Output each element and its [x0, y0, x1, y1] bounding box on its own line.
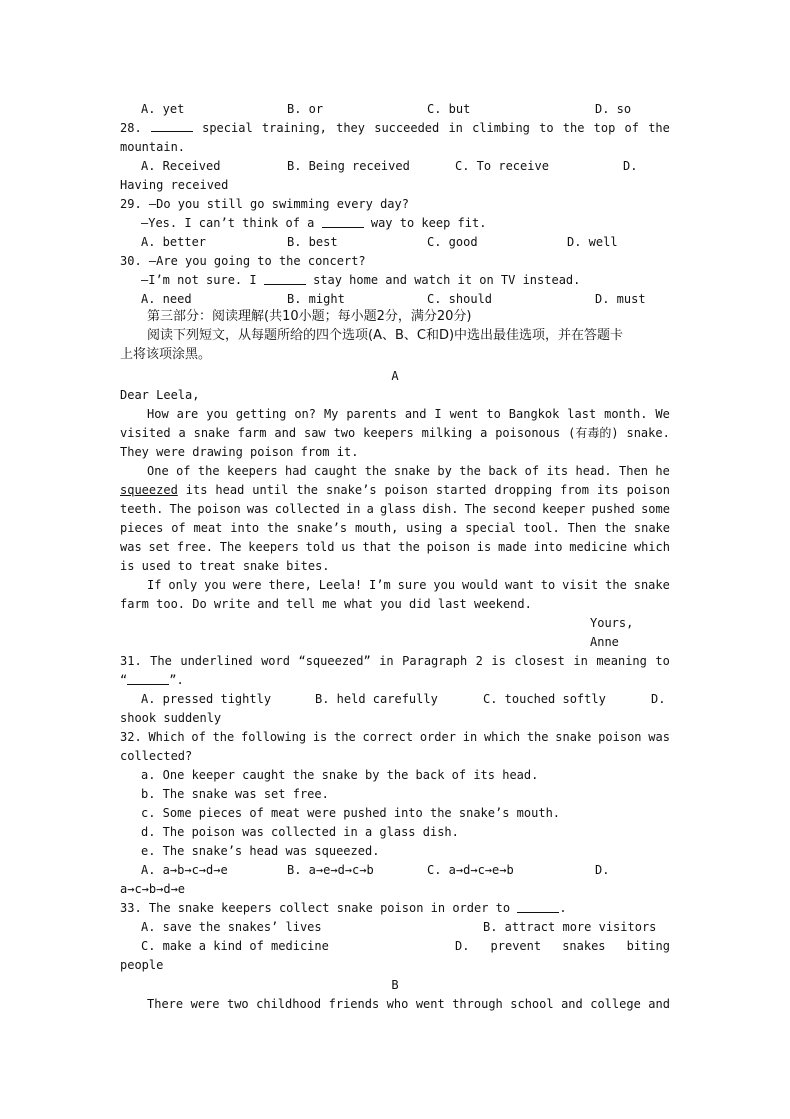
- q29-text-after: way to keep fit.: [370, 216, 487, 230]
- word: keepers: [227, 464, 278, 478]
- word: The: [219, 540, 242, 554]
- passage-a-p1-line-2: [120, 424, 670, 443]
- q31-option-c: C. touched softly: [483, 692, 606, 706]
- word: to: [655, 654, 670, 668]
- word: snake: [393, 464, 430, 478]
- word: was: [648, 730, 670, 744]
- q33-option-d: [455, 937, 670, 956]
- word: a: [366, 502, 374, 516]
- q32-option-b: B. a→e→d→c→b: [287, 863, 374, 877]
- word: poison: [598, 730, 642, 744]
- passage-a-p2-line-4: [120, 519, 670, 538]
- word: “squeezed”: [298, 654, 371, 668]
- q31-line-2: [120, 671, 670, 690]
- word: My: [323, 407, 339, 421]
- q28-w1: special: [202, 121, 253, 135]
- q28-number: 28.: [120, 121, 142, 135]
- q27-option-b: B. or: [287, 102, 324, 116]
- q28-option-a: A. Received: [141, 159, 221, 173]
- q33-option-a: A. save the snakes’ lives: [141, 920, 322, 934]
- word: the: [398, 540, 420, 554]
- word: keeper: [542, 502, 586, 516]
- word: and: [561, 997, 583, 1011]
- word: getting: [235, 407, 287, 421]
- word: told: [305, 540, 335, 554]
- word: snake: [633, 521, 670, 535]
- word: set: [148, 540, 171, 554]
- passage-a-label: A: [391, 369, 399, 383]
- word: poison: [626, 483, 670, 497]
- q28-line-2: mountain.: [120, 140, 186, 154]
- word: closest: [514, 654, 565, 668]
- q30-option-a: A. need: [141, 292, 192, 306]
- word: the: [212, 730, 235, 744]
- q28-w3: they: [336, 121, 366, 135]
- word: from: [560, 483, 589, 497]
- word: (有毒的): [568, 426, 619, 440]
- word: two: [226, 997, 249, 1011]
- word: The: [169, 502, 192, 516]
- word: a: [480, 426, 488, 440]
- q28-w2: training,: [261, 121, 327, 135]
- q33-option-c: C. make a kind of medicine: [141, 939, 329, 953]
- word: and: [648, 997, 670, 1011]
- q30-blank: [264, 272, 306, 285]
- word: the: [267, 521, 289, 535]
- passage-a-p2-line-5: [120, 538, 670, 557]
- word: poisonous: [495, 426, 561, 440]
- word: until: [252, 483, 289, 497]
- q29-option-a: A. better: [141, 235, 207, 249]
- word: 31.: [120, 654, 142, 668]
- q28-w5: in: [448, 121, 463, 135]
- word: Bangkok: [508, 407, 560, 421]
- word: who: [386, 997, 409, 1011]
- word: two: [333, 426, 356, 440]
- word: made: [497, 540, 527, 554]
- word: the: [459, 464, 481, 478]
- passage-a-p3-line-1: [147, 576, 670, 595]
- word: pieces: [120, 521, 164, 535]
- q32-item-c: c. Some pieces of meat were pushed into the snake’s mouth.: [141, 806, 561, 820]
- word: back: [488, 464, 518, 478]
- word: was: [120, 540, 142, 554]
- q30-text-after: stay home and watch it on TV instead.: [313, 273, 581, 287]
- word: is: [312, 730, 328, 744]
- passage-a-p3-line-2: farm too. Do write and tell me what you did last weekend.: [120, 597, 532, 611]
- q28-w9: top: [593, 121, 616, 135]
- word: mouth,: [354, 521, 399, 535]
- word: D.: [455, 939, 470, 953]
- word: and: [404, 407, 427, 421]
- word: childhood: [256, 997, 322, 1011]
- word: would: [461, 578, 499, 592]
- q32-item-d: d. The poison was collected in a glass dish.: [141, 825, 459, 839]
- word: pushed: [591, 502, 635, 516]
- word: a: [178, 426, 186, 440]
- q28-option-b: B. Being received: [287, 159, 410, 173]
- word: only: [168, 578, 198, 592]
- word: are: [176, 407, 199, 421]
- word: order: [419, 730, 456, 744]
- word: its: [596, 483, 619, 497]
- word: snake: [193, 426, 230, 440]
- q29-text-before: —Yes. I can’t think of a: [141, 216, 315, 230]
- part3-heading: 第三部分：阅读理解(共10小题；每小题2分，满分20分): [147, 309, 472, 324]
- passage-b-p1-line-1: [147, 995, 670, 1014]
- word: I: [434, 407, 442, 421]
- word: parents: [346, 407, 397, 421]
- q31-option-a: A. pressed tightly: [141, 692, 272, 706]
- word: were: [232, 578, 262, 592]
- word: snake’s: [296, 521, 348, 535]
- word: by: [437, 464, 452, 478]
- passage-a-p2-line-1: [147, 462, 670, 481]
- word: glass: [380, 502, 417, 516]
- q33-text-after: .: [559, 901, 567, 915]
- q32-item-a: a. One keeper caught the snake by the back of its head.: [141, 768, 539, 782]
- q32-item-b: b. The snake was set free.: [141, 787, 329, 801]
- word: visit: [562, 578, 599, 592]
- q29-option-d: D. well: [567, 235, 618, 249]
- word: us: [341, 540, 356, 554]
- word: poison: [384, 483, 428, 497]
- word: the: [364, 464, 387, 478]
- q32-option-d: D.: [595, 863, 610, 877]
- word: dropping: [494, 483, 553, 497]
- q32-option-a: A. a→b→c→d→e: [141, 863, 228, 877]
- word: snake.: [626, 426, 670, 440]
- word: month.: [604, 407, 648, 421]
- q28-blank: [151, 119, 193, 132]
- word: and: [274, 426, 297, 440]
- word: into: [230, 521, 260, 535]
- part3-instruction-2: 上将该项涂黑。: [120, 347, 212, 362]
- word: is: [491, 654, 506, 668]
- word: head: [215, 483, 245, 497]
- word: on?: [294, 407, 317, 421]
- word: in: [345, 502, 361, 516]
- q33-blank: [517, 900, 559, 913]
- q28-option-d: D.: [623, 159, 638, 173]
- word: underlined: [180, 654, 253, 668]
- letter-signature: Anne: [590, 635, 619, 649]
- word: to: [486, 407, 501, 421]
- word: there,: [268, 578, 312, 592]
- word: snake: [633, 578, 670, 592]
- word: second: [492, 502, 536, 516]
- q28-w7: to: [539, 121, 554, 135]
- word: teeth.: [120, 502, 164, 516]
- word: started: [435, 483, 487, 497]
- word: Which: [148, 730, 185, 744]
- word: If: [147, 578, 162, 592]
- word: school: [510, 997, 554, 1011]
- q30-option-b: B. might: [287, 292, 345, 306]
- q30-option-d: D. must: [595, 292, 646, 306]
- word: Paragraph: [402, 654, 468, 668]
- q31-option-b: B. held carefully: [315, 692, 438, 706]
- q31-line-1: [120, 652, 670, 671]
- word: college: [590, 997, 641, 1011]
- q32-line-2: collected?: [120, 749, 193, 763]
- part3-instruction-1: 阅读下列短文，从每题所给的四个选项(A、B、C和D)中选出最佳选项，并在答题卡: [147, 328, 624, 343]
- word: The: [150, 654, 172, 668]
- q33-line-1: [120, 899, 670, 918]
- word: keepers: [248, 540, 299, 554]
- word: Leela!: [318, 578, 363, 592]
- q32-item-e: e. The snake’s head was squeezed.: [141, 844, 380, 858]
- word: in: [462, 730, 478, 744]
- word: correct: [362, 730, 414, 744]
- word: the: [296, 483, 319, 497]
- word: had: [284, 464, 307, 478]
- word: dish.: [422, 502, 459, 516]
- word: you: [204, 578, 226, 592]
- q30-option-c: C. should: [427, 292, 493, 306]
- word: snake’s: [325, 483, 377, 497]
- q29-blank: [322, 215, 364, 228]
- q33-option-b: B. attract more visitors: [483, 920, 657, 934]
- q28-w6: climbing: [472, 121, 530, 135]
- word: using: [406, 521, 443, 535]
- word: Then: [619, 464, 648, 478]
- word: of: [524, 464, 540, 478]
- word: medicine: [569, 540, 628, 554]
- word: tool.: [523, 521, 560, 535]
- q28-option-c: C. To receive: [455, 159, 549, 173]
- word: keepers: [363, 426, 414, 440]
- word: its: [546, 464, 569, 478]
- q31-blank: [127, 672, 169, 685]
- word: he: [655, 464, 670, 478]
- word: We: [655, 407, 670, 421]
- word: special: [465, 521, 516, 535]
- word: want: [504, 578, 534, 592]
- word: in: [573, 654, 588, 668]
- q28-w11: the: [648, 121, 670, 135]
- word: the: [604, 521, 627, 535]
- word: the: [526, 730, 549, 744]
- q27-option-c: C. but: [427, 102, 471, 116]
- word: collected: [274, 502, 340, 516]
- q29-line-2: [141, 214, 691, 233]
- word: free.: [176, 540, 214, 554]
- q30-line-1: 30. —Are you going to the concert?: [120, 254, 366, 268]
- passage-a-p2-line-3: [120, 500, 670, 519]
- word: head.: [575, 464, 612, 478]
- q32-option-d-text: a→c→b→d→e: [120, 882, 186, 896]
- word: poison: [426, 540, 470, 554]
- q28-w8: the: [562, 121, 585, 135]
- word: last: [567, 407, 597, 421]
- word: prevent: [490, 939, 542, 953]
- word: is: [476, 540, 492, 554]
- word: was: [246, 502, 269, 516]
- underlined-word-squeezed: squeezed: [120, 483, 178, 497]
- word: word: [261, 654, 290, 668]
- word: 32.: [120, 730, 142, 744]
- q33-text-before: 33. The snake keepers collect snake poison in order to: [120, 901, 511, 915]
- q32-line-1: [120, 728, 670, 747]
- word: One: [147, 464, 169, 478]
- q31-open-quote: “: [120, 673, 128, 687]
- word: farm: [237, 426, 267, 440]
- word: went: [449, 407, 479, 421]
- word: 2: [475, 654, 483, 668]
- word: went: [415, 997, 445, 1011]
- word: in: [379, 654, 394, 668]
- q29-option-b: B. best: [287, 235, 338, 249]
- word: I’m: [369, 578, 391, 592]
- word: you: [206, 407, 228, 421]
- word: poison: [197, 502, 241, 516]
- word: the: [605, 578, 627, 592]
- word: visited: [120, 426, 171, 440]
- q30-text-before: —I’m not sure. I: [141, 273, 257, 287]
- q30-line-2: [141, 271, 691, 290]
- letter-closing: Yours,: [590, 616, 634, 630]
- passage-b-label: B: [391, 978, 399, 992]
- q31-option-d-text: shook suddenly: [120, 711, 222, 725]
- word: The: [464, 502, 487, 516]
- q28-w10: of: [624, 121, 639, 135]
- word: There: [147, 997, 184, 1011]
- q28-line-1: [120, 119, 670, 138]
- q27-option-a: A. yet: [141, 102, 185, 116]
- word: its: [185, 483, 208, 497]
- word: caught: [314, 464, 358, 478]
- word: meaning: [596, 654, 647, 668]
- q33-option-d-text: people: [120, 958, 164, 972]
- word: Then: [567, 521, 597, 535]
- word: following: [241, 730, 307, 744]
- q28-option-d-text: Having received: [120, 178, 229, 192]
- word: were: [190, 997, 220, 1011]
- word: to: [540, 578, 556, 592]
- q32-option-c: C. a→d→c→e→b: [427, 863, 514, 877]
- q28-w4: succeeded: [374, 121, 440, 135]
- word: of: [176, 464, 191, 478]
- word: friends: [328, 997, 380, 1011]
- word: meat: [193, 521, 223, 535]
- q29-line-1: 29. —Do you still go swimming every day?: [120, 197, 409, 211]
- word: through: [452, 997, 503, 1011]
- word: snakes: [562, 939, 606, 953]
- q31-option-d: D.: [651, 692, 666, 706]
- word: some: [641, 502, 670, 516]
- word: which: [483, 730, 521, 744]
- word: which: [633, 540, 670, 554]
- word: the: [334, 730, 356, 744]
- word: into: [533, 540, 563, 554]
- word: of: [191, 730, 206, 744]
- q29-option-c: C. good: [427, 235, 478, 249]
- passage-a-p2-line-2: [120, 481, 670, 500]
- passage-a-greeting: Dear Leela,: [120, 388, 200, 402]
- word: biting: [626, 939, 670, 953]
- passage-a-p1-line-3: They were drawing poison from it.: [120, 445, 359, 459]
- q31-close-quote: ”.: [169, 673, 184, 687]
- word: a: [450, 521, 458, 535]
- q27-option-d: D. so: [595, 102, 632, 116]
- word: the: [197, 464, 220, 478]
- word: How: [147, 407, 169, 421]
- word: milking: [421, 426, 473, 440]
- word: that: [362, 540, 392, 554]
- word: of: [171, 521, 186, 535]
- word: snake: [555, 730, 592, 744]
- word: sure: [397, 578, 427, 592]
- passage-a-p1-line-1: [147, 405, 670, 424]
- passage-a-p2-line-6: is used to treat snake bites.: [120, 559, 330, 573]
- word: saw: [303, 426, 326, 440]
- word: you: [433, 578, 456, 592]
